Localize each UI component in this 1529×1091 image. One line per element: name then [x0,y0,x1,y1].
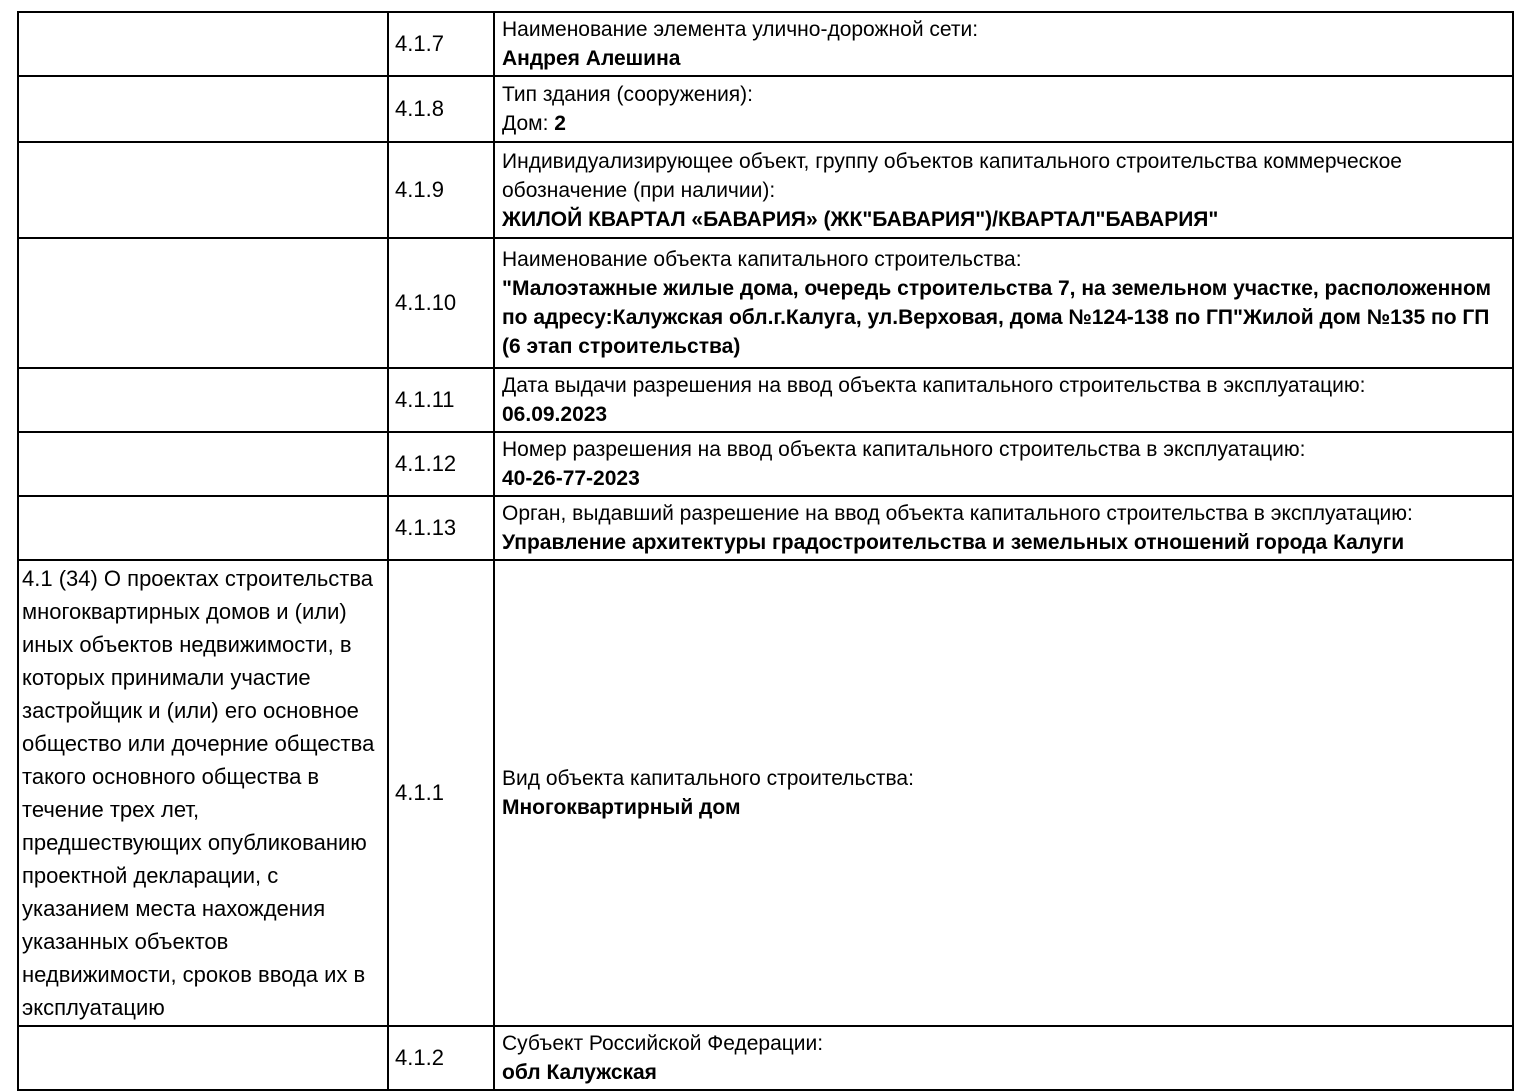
table-row [18,142,1513,238]
field-label: Субъект Российской Федерации: [502,1032,824,1055]
field-cell [494,496,1513,560]
section-label-cell: 4.1 (34) О проектах строительства многоквартирных домов и (или) иных объектов недвижимости, в которых принимали участие застройщик и (или) его основное общество или дочерние общества такого основного общества в течение трех лет, предшествующих опубликованию проектной декларации, с указанием места нахождения указанных объектов недвижимости, сроков ввода их в эксплуатацию [18,560,388,1026]
row-number-cell: 4.1.7 [388,12,494,76]
table-row [18,432,1513,496]
row-number-cell: 4.1.12 [388,432,494,496]
section-label-cell [18,432,388,496]
field-value: 06.09.2023 [502,403,608,426]
row-number-cell: 4.1.9 [388,142,494,238]
field-value: Андрея Алешина [502,47,681,70]
field-cell [494,76,1513,142]
field-label: Наименование объекта капитального строительства: [502,248,1022,271]
field-value: Многоквартирный дом [502,796,741,819]
field-label: Номер разрешения на ввод объекта капитального строительства в эксплуатацию: [502,438,1306,461]
row-number-cell: 4.1.2 [388,1026,494,1090]
field-value: обл Калужская [502,1061,657,1084]
row-number-cell: 4.1.1 [388,560,494,1026]
section-label-cell [18,76,388,142]
section-label-cell [18,142,388,238]
field-label: Дата выдачи разрешения на ввод объекта капитального строительства в эксплуатацию: [502,374,1366,397]
table-row [18,238,1513,368]
table-row [18,496,1513,560]
row-number-cell: 4.1.13 [388,496,494,560]
table-row [18,76,1513,142]
table-row [18,12,1513,76]
table-row [18,560,1513,1026]
field-value: "Малоэтажные жилые дома, очередь строительства 7, на земельном участке, расположенном по адресу:Калужская обл.г.Калуга, ул.Верховая, дома №124-138 по ГП"Жилой дом №135 по ГП (6 этап строительства) [502,277,1492,358]
field-label: Тип здания (сооружения): [502,83,753,106]
field-cell [494,1026,1513,1090]
row-number-cell: 4.1.10 [388,238,494,368]
field-label: Вид объекта капитального строительства: [502,767,914,790]
field-label: Наименование элемента улично-дорожной сети: [502,18,979,41]
field-cell [494,432,1513,496]
section-label-cell [18,12,388,76]
field-cell [494,238,1513,368]
field-cell [494,142,1513,238]
table-row [18,368,1513,432]
section-label-cell [18,368,388,432]
field-cell [494,12,1513,76]
row-number-cell: 4.1.11 [388,368,494,432]
field-cell [494,560,1513,1026]
field-value: Управление архитектуры градостроительства и земельных отношений города Калуги [502,531,1405,554]
declaration-table [17,11,1514,1091]
field-value: ЖИЛОЙ КВАРТАЛ «БАВАРИЯ» (ЖК"БАВАРИЯ")/КВАРТАЛ"БАВАРИЯ" [502,207,1219,231]
field-value: Дом: 2 [502,112,566,135]
section-label-cell [18,1026,388,1090]
section-label-cell [18,238,388,368]
field-label: Индивидуализирующее объект, группу объектов капитального строительства коммерческое обозначение (при наличии): [502,149,1402,202]
row-number-cell: 4.1.8 [388,76,494,142]
field-value: 40-26-77-2023 [502,467,640,490]
field-label: Орган, выдавший разрешение на ввод объекта капитального строительства в эксплуатацию: [502,502,1413,525]
section-label-cell [18,496,388,560]
field-cell [494,368,1513,432]
table-row [18,1026,1513,1090]
